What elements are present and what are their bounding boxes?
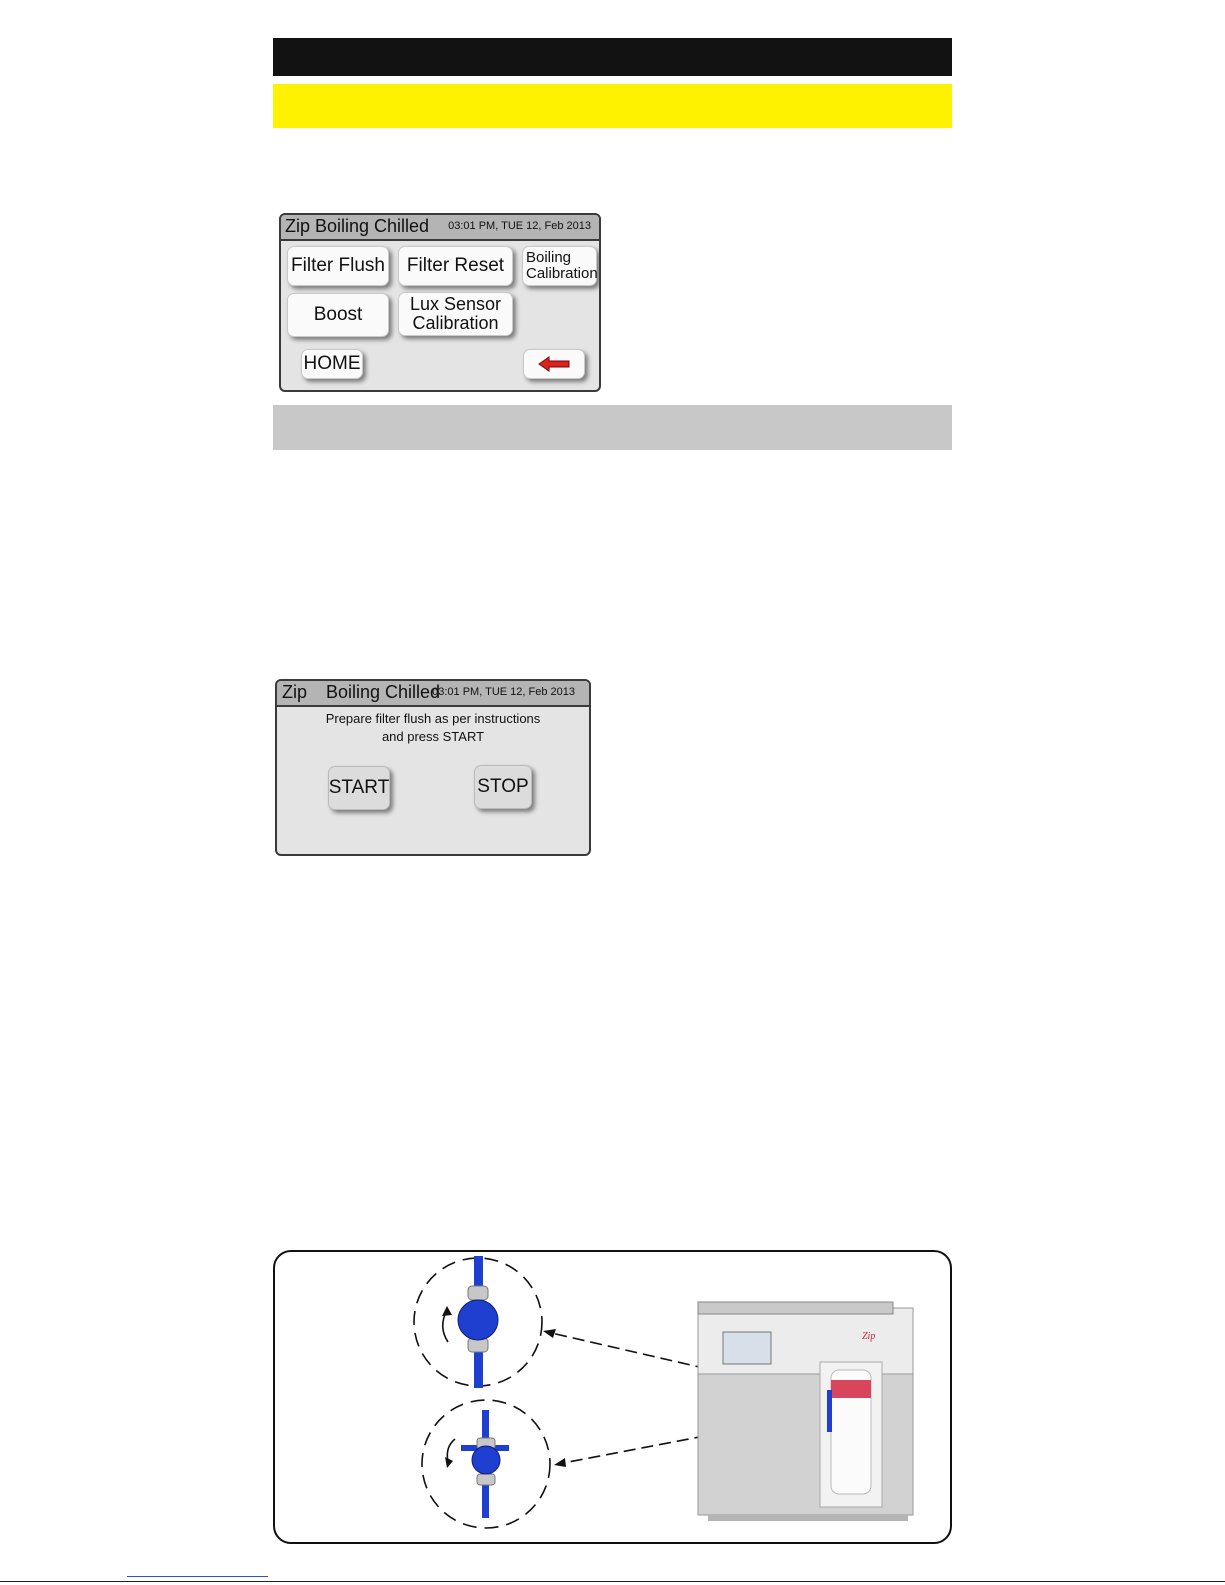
valve-diagram-frame <box>273 1250 952 1544</box>
boost-label: Boost <box>313 304 363 326</box>
filter-reset-button[interactable] <box>398 246 513 286</box>
section-subheader-bar <box>273 405 952 450</box>
filter-flush-label: Filter Flush <box>291 255 385 277</box>
screen-header <box>281 215 599 241</box>
lux-sensor-calibration-button[interactable] <box>398 292 513 336</box>
footer-rule <box>0 1581 1225 1582</box>
boost-button[interactable] <box>287 293 389 337</box>
boiling-calibration-line1: Boiling <box>526 249 572 267</box>
lux-sensor-line2: Calibration <box>412 313 499 333</box>
instruction-line-2: and press START <box>381 729 485 744</box>
filter-reset-label: Filter Reset <box>406 255 505 277</box>
start-label: START <box>328 777 390 799</box>
screen-datetime: 03:01 PM, TUE 12, Feb 2013 <box>432 686 575 698</box>
instruction-line-1: Prepare filter flush as per instructions <box>325 711 541 726</box>
boiling-chilled-unit-illustration <box>698 1302 913 1521</box>
footer-link-underline <box>127 1576 268 1577</box>
home-button[interactable] <box>301 349 363 379</box>
lux-sensor-line1: Lux Sensor <box>409 294 502 315</box>
screen-header <box>277 681 589 707</box>
screen-brand: Zip <box>282 682 308 702</box>
valve-diagram <box>275 1252 950 1542</box>
closed-valve-detail <box>422 1400 550 1528</box>
start-button[interactable] <box>328 766 390 810</box>
boiling-calibration-button[interactable] <box>522 246 597 286</box>
filter-flush-button[interactable] <box>287 246 389 286</box>
section-header-bar <box>273 38 952 76</box>
back-button[interactable] <box>523 349 585 379</box>
screen-title: Boiling Chilled <box>326 682 441 702</box>
stop-label: STOP <box>477 776 529 798</box>
open-valve-detail <box>414 1256 542 1388</box>
section-title-bar <box>273 84 952 128</box>
filter-flush-screen <box>275 679 591 856</box>
home-label: HOME <box>303 353 361 375</box>
red-left-arrow-icon <box>538 356 570 372</box>
screen-datetime: 03:01 PM, TUE 12, Feb 2013 <box>448 220 591 232</box>
service-menu-screen <box>279 213 601 392</box>
unit-logo: Zip <box>862 1331 876 1342</box>
screen-title: Zip Boiling Chilled <box>285 216 430 236</box>
instruction-message <box>277 710 589 746</box>
stop-button[interactable] <box>474 765 532 809</box>
boiling-calibration-line2: Calibration <box>526 265 598 282</box>
